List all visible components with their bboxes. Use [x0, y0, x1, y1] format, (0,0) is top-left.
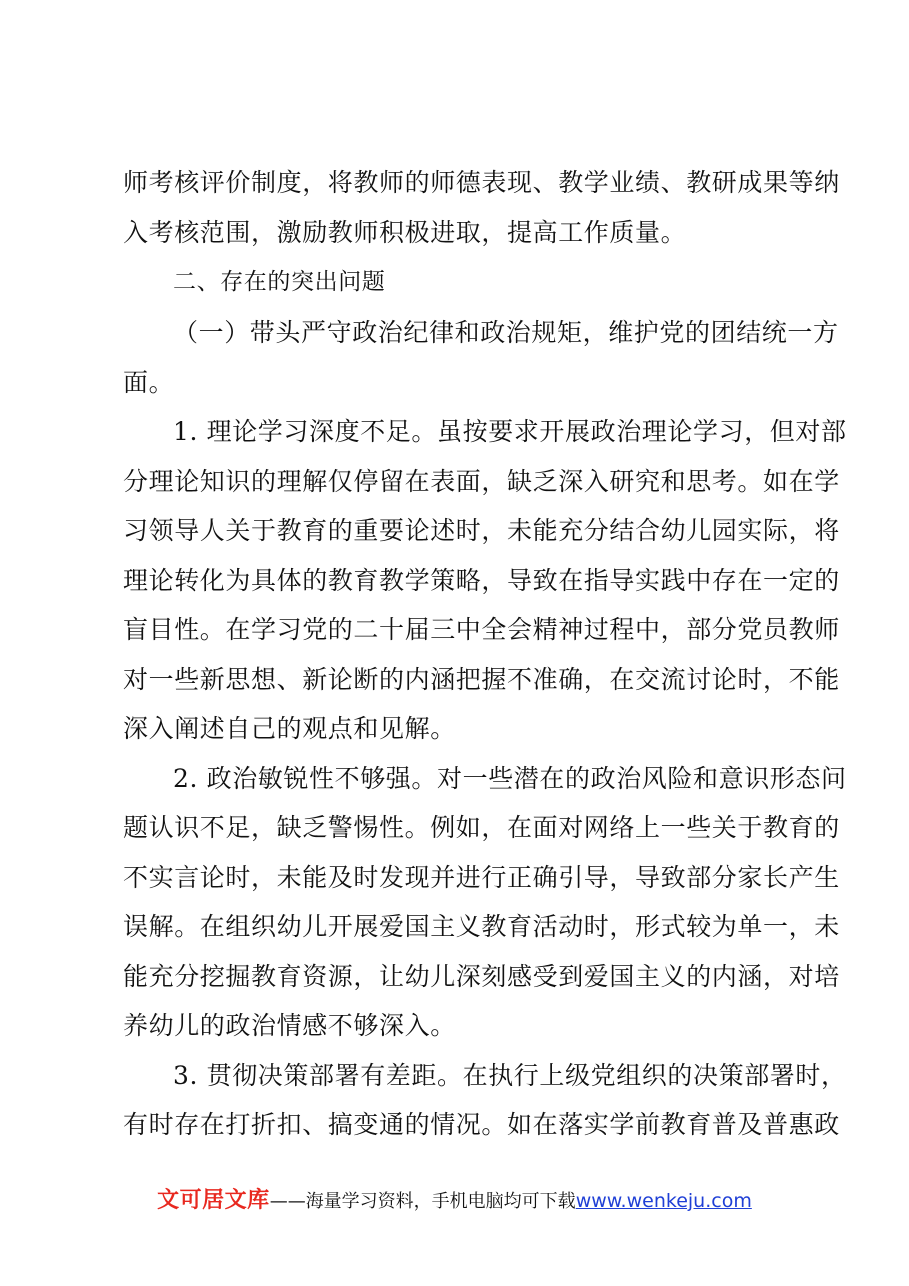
body-line: 误解。在组织幼儿开展爱国主义教育活动时，形式较为单一，未	[123, 912, 840, 941]
body-line: 入考核范围，激励教师积极进取，提高工作质量。	[123, 217, 687, 247]
body-line: 习领导人关于教育的重要论述时，未能充分结合幼儿园实际，将	[123, 516, 840, 545]
body-line: 题认识不足，缺乏警惕性。例如，在面对网络上一些关于教育的	[123, 813, 840, 842]
body-line: 理论转化为具体的教育教学策略，导致在指导实践中存在一定的	[123, 565, 840, 595]
body-line: 不实言论时，未能及时发现并进行正确引导，导致部分家长产生	[123, 862, 840, 892]
body-line: 深入阐述自己的观点和见解。	[123, 714, 456, 743]
footer-site-link[interactable]: www.wenkeju.com	[575, 1190, 752, 1212]
body-line: 面。	[123, 367, 175, 397]
footer-banner	[0, 1183, 909, 1214]
footer-brand: 文可居文库	[157, 1188, 270, 1213]
body-line: 分理论知识的理解仅停留在表面，缺乏深入研究和思考。如在学	[123, 466, 840, 496]
body-line: 师考核评价制度，将教师的师德表现、教学业绩、教研成果等纳	[123, 168, 840, 197]
body-line: 有时存在打折扣、搞变通的情况。如在落实学前教育普及普惠政	[123, 1110, 840, 1139]
body-line: 对一些新思想、新论断的内涵把握不准确，在交流讨论时，不能	[123, 664, 840, 694]
body-line: 能充分挖掘教育资源，让幼儿深刻感受到爱国主义的内涵，对培	[123, 961, 840, 991]
subsection-heading: （一）带头严守政治纪律和政治规矩，维护党的团结统一方	[173, 318, 839, 347]
paragraph-start-line: 1. 理论学习深度不足。虽按要求开展政治理论学习，但对部	[173, 417, 847, 446]
section-heading: 二、存在的突出问题	[173, 269, 386, 295]
footer-tagline: ——海量学习资料，手机电脑均可下载	[269, 1191, 576, 1212]
document-body	[123, 158, 847, 1150]
body-line: 养幼儿的政治情感不够深入。	[123, 1011, 456, 1040]
paragraph-start-line: 3. 贯彻决策部署有差距。在执行上级党组织的决策部署时，	[173, 1060, 847, 1090]
body-line: 盲目性。在学习党的二十届三中全会精神过程中，部分党员教师	[123, 615, 840, 644]
paragraph-start-line: 2. 政治敏锐性不够强。对一些潜在的政治风险和意识形态问	[173, 763, 847, 793]
